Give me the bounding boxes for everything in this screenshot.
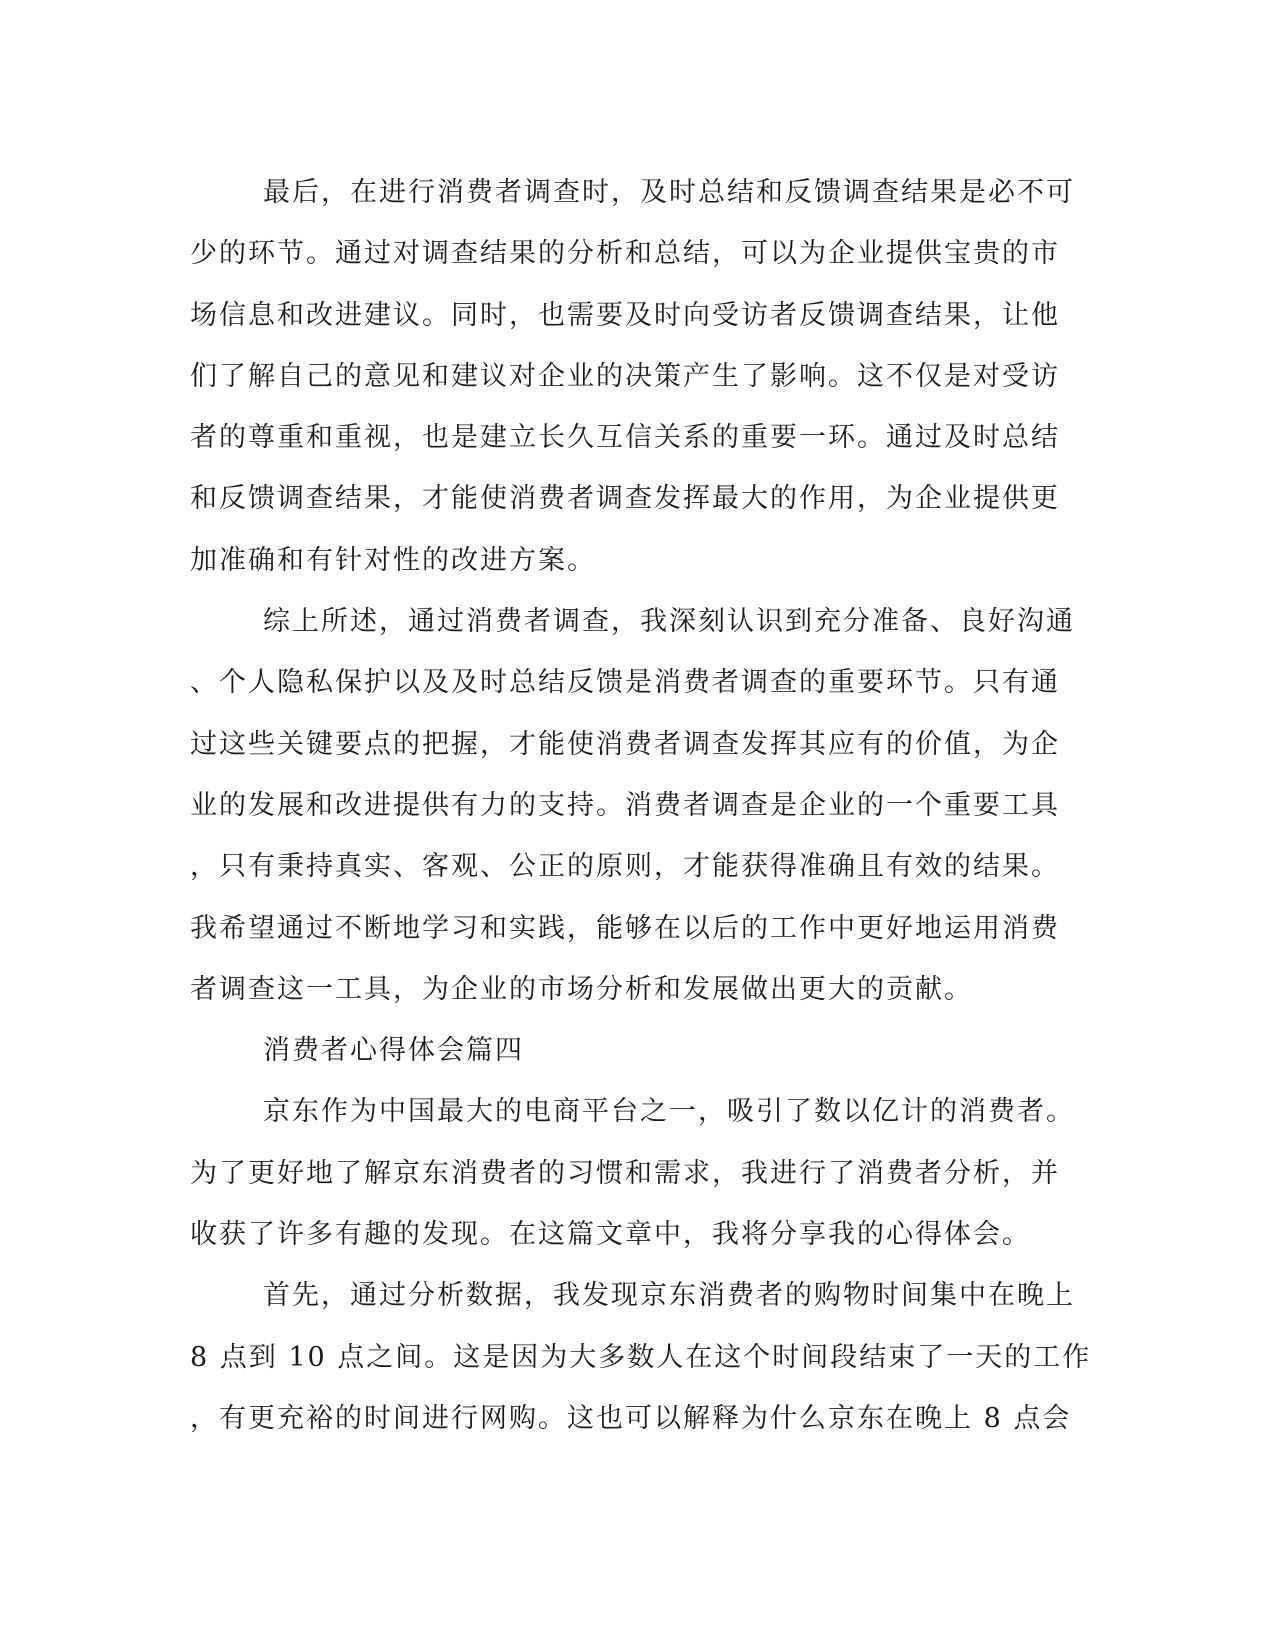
- section-heading: 消费者心得体会篇四: [263, 1035, 524, 1067]
- text-line-3: 场信息和改进建议。同时，也需要及时向受访者反馈调查结果，让他: [190, 299, 1060, 331]
- text-line-14: 者调查这一工具，为企业的市场分析和发展做出更大的贡献。: [190, 973, 973, 1005]
- body-text: [190, 162, 1092, 1449]
- text-line-20: 8 点到 10 点之间。这是因为大多数人在这个时间段结束了一天的工作: [190, 1341, 1092, 1373]
- text-line-18: 收获了许多有趣的发现。在这篇文章中，我将分享我的心得体会。: [190, 1219, 1031, 1251]
- text-line-17: 为了更好地了解京东消费者的习惯和需求，我进行了消费者分析，并: [190, 1157, 1060, 1189]
- text-line-5: 者的尊重和重视，也是建立长久互信关系的重要一环。通过及时总结: [190, 422, 1060, 454]
- text-line-2: 少的环节。通过对调查结果的分析和总结，可以为企业提供宝贵的市: [190, 238, 1060, 270]
- text-line-10: 过这些关键要点的把握，才能使消费者调查发挥其应有的价值，为企: [190, 728, 1060, 760]
- text-line-13: 我希望通过不断地学习和实践，能够在以后的工作中更好地运用消费: [190, 912, 1060, 944]
- text-line-8: 综上所述，通过消费者调查，我深刻认识到充分准备、良好沟通: [263, 606, 1075, 638]
- text-line-6: 和反馈调查结果，才能使消费者调查发挥最大的作用，为企业提供更: [190, 483, 1060, 515]
- text-line-19: 首先，通过分析数据，我发现京东消费者的购物时间集中在晚上: [263, 1280, 1075, 1312]
- text-line-1: 最后，在进行消费者调查时，及时总结和反馈调查结果是必不可: [263, 177, 1075, 208]
- text-line-11: 业的发展和改进提供有力的支持。消费者调查是企业的一个重要工具: [190, 789, 1060, 821]
- text-line-7: 加准确和有针对性的改进方案。: [190, 544, 596, 576]
- text-line-21: ，有更充裕的时间进行网购。这也可以解释为什么京东在晚上 8 点会: [190, 1402, 1072, 1434]
- text-line-9: 、个人隐私保护以及及时总结反馈是消费者调查的重要环节。只有通: [190, 667, 1060, 699]
- text-line-12: ，只有秉持真实、客观、公正的原则，才能获得准确且有效的结果。: [190, 851, 1060, 883]
- text-line-16: 京东作为中国最大的电商平台之一，吸引了数以亿计的消费者。: [263, 1096, 1075, 1128]
- text-line-4: 们了解自己的意见和建议对企业的决策产生了影响。这不仅是对受访: [190, 360, 1060, 392]
